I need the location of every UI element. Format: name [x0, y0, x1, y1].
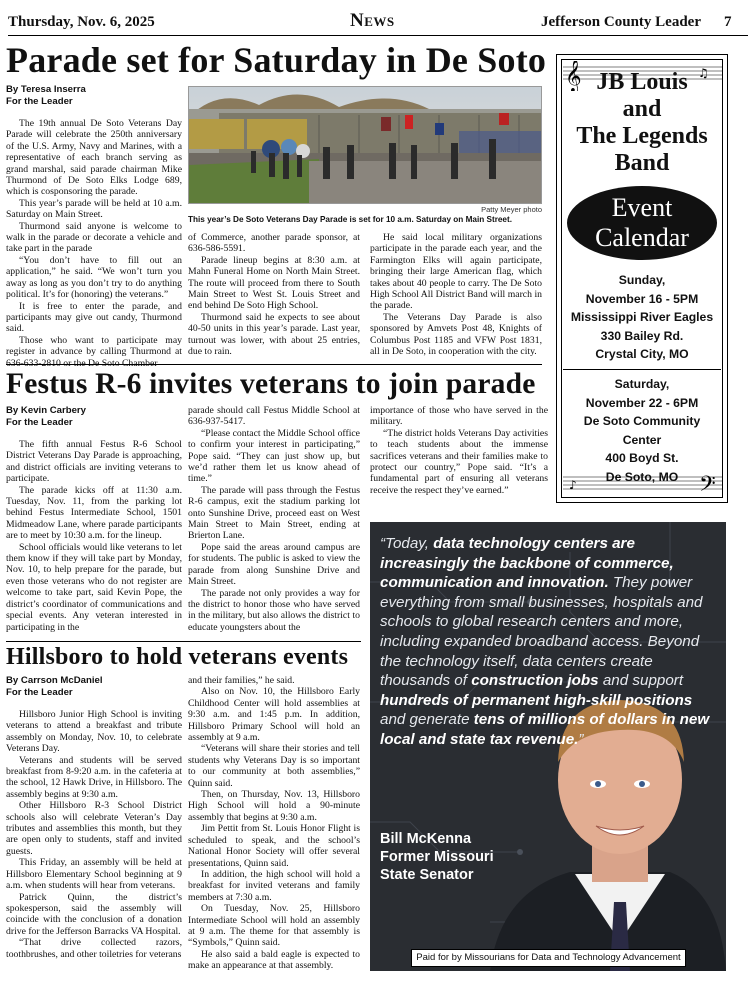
paragraph: “That drive collected razors, toothbrushes, and other toiletries for veterans [6, 937, 182, 960]
story1-col1 [6, 118, 182, 369]
paragraph: The Veterans Day Parade is also sponsored by Amvets Post 48, Knights of Columbus Post 1185 and VFW Post 1831, all in De Soto, in cooperation with the city. [370, 311, 542, 358]
section-name: News [350, 10, 395, 31]
story2-byline [6, 405, 86, 429]
band-line: and [622, 96, 662, 122]
paragraph: On Tuesday, Nov. 25, Hillsboro Intermediate School will hold an assembly at 9 a.m. The theme for that assembly is “Symbols,” Quinn said. [188, 903, 360, 949]
paragraph: It is free to enter the parade, and participants may give out candy, Thurmond said. [6, 300, 182, 335]
paragraph: “Veterans will share their stories and tell students why Veterans Day is so important to our community at both assemblies,” Quinn said. [188, 743, 360, 789]
quote-segment: “Today, [380, 535, 434, 552]
event-line: Center [622, 432, 662, 447]
event-line: Mississippi River Eagles [570, 310, 714, 324]
paragraph: The parade kicks off at 11:30 a.m. Tuesday, Nov. 11, from the parking lot behind Festus Intermediate School, 1501 Midmeadow Lane, where parade participants are to meet by 10:30 a.m. for the lineup. [6, 484, 182, 542]
story1-col2 [188, 232, 360, 357]
paragraph: He also said a bald eagle is expected to make an appearance at that assembly. [188, 948, 360, 972]
paragraph: Patrick Quinn, the district’s spokesperson, said the assembly will coincide with the conclusion of a donation drive for the Jefferson Barracks VA Hospital. [6, 891, 182, 937]
svg-text:𝄢: 𝄢 [699, 472, 716, 497]
paragraph: This Friday, an assembly will be held at Hillsboro Elementary School beginning at 9 a.m. when students will hear from veterans. [6, 857, 182, 892]
paragraph: Jim Pettit from St. Louis Honor Flight is scheduled to speak, and the school’s National Honor Society will offer several presentations, Quinn said. [188, 823, 360, 869]
music-staff-icon [563, 467, 723, 497]
speaker-role: State Senator [380, 867, 474, 883]
story2-byline-role: For the Leader [6, 417, 73, 428]
band-name [557, 69, 727, 177]
paragraph: The 19th annual De Soto Veterans Day Parade will celebrate the 250th anniversary of the U.S. Army, Navy and Marines, with a representative of each branch serving as grand marshal, said parade chairman Mike Thurmond of De Soto Elks Lodge 689, which is cosponsoring the parade. [6, 118, 182, 198]
quote-segment: ” [578, 730, 584, 748]
quote-segment: data technology centers are increasingly the backbone of commerce, communication and innovation. [380, 535, 674, 592]
paragraph: “The district holds Veterans Day activities to teach students about the immense sacrifices veterans and their families make to protect our country,” Pope said. “It’s a fundamental part of ensuring all veterans receive the respect they’ve earned.” [370, 427, 548, 496]
paragraph: Veterans and students will be served breakfast from 8-9:20 a.m. in the cafeteria at the school, 12 Hawk Drive, in Hillsboro. The assembly begins at 9:30 a.m. [6, 754, 182, 800]
paragraph: “Please contact the Middle School office to confirm your interest in participating,” Pope said. “They can just show up, but we’d rather them let us know ahead of time.” [188, 427, 360, 485]
story1-headline: Parade set for Saturday in De Soto [6, 40, 547, 80]
quote-segment: They power everything from small businesses, hospitals and schools to global research centers and more, including expanded broadband access. Beyond the technology itself, data centers create thousands of [380, 574, 703, 690]
story2-col1 [6, 439, 182, 633]
paragraph: School officials would like veterans to let them know if they will take part by Monday, Nov. 10, to help prepare for the parade, but even those veterans who do not register are welcome to take part, said Kevin Pope, the district’s coordinator of communications and special events. Any veteran interested in participating in the [6, 541, 182, 633]
page-number: 7 [724, 14, 732, 30]
event-line: Saturday, [614, 377, 670, 391]
quote-segment: and generate [380, 711, 474, 729]
svg-text:𝄞: 𝄞 [565, 61, 582, 91]
event-line: Sunday, [618, 273, 666, 287]
paragraph: Then, on Thursday, Nov. 13, Hillsboro High School will hold a 90-minute assembly that begins at 9:30 a.m. [188, 789, 360, 823]
story1-col3 [370, 232, 542, 357]
story1-byline [6, 84, 86, 108]
story3-col2 [188, 675, 360, 972]
band-line: JB Louis [596, 69, 688, 95]
paragraph: “You don’t have to fill out an application,” he said. “We won’t turn you away as long as you don’t try to do anything political. It’s for (honoring) the veterans.” [6, 254, 182, 301]
band-line: Band [614, 150, 670, 176]
speaker-info [380, 830, 494, 884]
event-line: November 16 - 5PM [585, 291, 699, 306]
paragraph: The parade not only provides a way for the district to honor those who have served in the military, but also allows the district to educate youngsters about the [188, 587, 360, 633]
event-line: 400 Boyd St. [605, 451, 679, 465]
paragraph: Other Hillsboro R-3 School District schools also will celebrate Veteran’s Day tributes and assemblies this month, but they are open only to students, staff and invited guests. [6, 800, 182, 857]
story2-col2 [188, 405, 360, 633]
paragraph: Thurmond said anyone is welcome to walk in the parade or decorate a vehicle and take part in the parade [6, 220, 182, 255]
event-line: De Soto, MO [605, 469, 679, 484]
event-divider [563, 369, 721, 370]
paragraph: parade should call Festus Middle School at 636-937-5417. [188, 405, 360, 428]
story2-byline-name: By Kevin Carbery [6, 405, 86, 416]
story3-byline [6, 675, 103, 699]
story3-col1 [6, 709, 182, 960]
photo-credit: Patty Meyer photo [481, 205, 542, 214]
event-line: November 22 - 6PM [585, 395, 699, 410]
quote-segment: tens of millions of dollars in new local and state tax revenue. [380, 711, 710, 748]
paragraph: Thurmond said he expects to see about 40-50 units in this year’s parade. Last year, turnout was lower, with about 25 entries, due to rain. [188, 311, 360, 358]
event-line: Crystal City, MO [595, 347, 689, 361]
paragraph: Hillsboro Junior High School is inviting veterans to attend a breakfast and tribute assembly on Monday, Nov. 10, to celebrate Veterans Day. [6, 709, 182, 755]
story1-byline-name: By Teresa Inserra [6, 84, 86, 95]
quote-segment: hundreds of permanent high-skill positions [380, 691, 693, 709]
speaker-role: Former Missouri [380, 849, 494, 865]
paragraph: Also on Nov. 10, the Hillsboro Early Childhood Center will hold assemblies at 9:30 a.m. and 1:45 p.m. In addition, Hillsboro Primary School will hold an assembly at 9 a.m. [188, 686, 360, 744]
parade-photo [188, 86, 542, 204]
paragraph: importance of those who have served in the military. [370, 405, 548, 428]
data-center-ad [370, 522, 726, 971]
story2-col3 [370, 405, 548, 496]
event-line: De Soto Community [583, 414, 701, 428]
event-1 [557, 271, 727, 364]
quote-segment: construction jobs [471, 672, 599, 690]
story2-headline: Festus R-6 invites veterans to join parade [6, 368, 536, 400]
paragraph: He said local military organizations participate in the parade each year, and the Farmington Elks will again participate, bringing their large American flag, which takes about 40 people to carry. The De Soto High School All District Band will march in the parade. [370, 232, 542, 312]
quote-segment: and support [598, 672, 684, 690]
event-calendar-ad [556, 54, 728, 503]
divider [6, 364, 542, 365]
title-line: Calendar [595, 223, 689, 252]
band-line: The Legends [576, 123, 708, 149]
paragraph: This year’s parade will be held at 10 a.m. Saturday on Main Street. [6, 197, 182, 221]
paragraph: The fifth annual Festus R-6 School District Veterans Day Parade is approaching, and district officials are inviting veterans to participate. [6, 439, 182, 485]
paragraph: The parade will pass through the Festus R-6 campus, exit the stadium parking lot onto Sunshine Drive, proceed east on West Main Street to Main Street, ending at Brierton Lane. [188, 484, 360, 542]
story1-byline-role: For the Leader [6, 96, 73, 107]
paragraph: Pope said the areas around campus are for students. The public is asked to view the parade from along Sunshine Drive and Main Street. [188, 541, 360, 588]
svg-text:♫: ♫ [698, 66, 709, 80]
svg-text:♪: ♪ [569, 478, 577, 492]
photo-caption: This year’s De Soto Veterans Day Parade is set for 10 a.m. Saturday on Main Street. [188, 215, 512, 224]
quote-text [380, 534, 720, 750]
event-line: 330 Bailey Rd. [600, 328, 684, 343]
paragraph: of Commerce, another parade sponsor, at 636-586-5591. [188, 232, 360, 255]
paragraph: Parade lineup begins at 8:30 a.m. at Mahn Funeral Home on North Main Street. The route will proceed from there to South Main Street to West St. Louis Street and end behind De Soto High School. [188, 254, 360, 312]
issue-date: Thursday, Nov. 6, 2025 [8, 14, 155, 30]
story3-byline-name: By Carrson McDaniel [6, 675, 103, 686]
speaker-name: Bill McKenna [380, 831, 472, 847]
story3-headline: Hillsboro to hold veterans events [6, 644, 349, 670]
story3-byline-role: For the Leader [6, 687, 73, 698]
event-calendar-title [567, 186, 717, 260]
title-line: Event [611, 193, 673, 222]
paragraph: Those who want to participate may register in advance by calling Thurmond at [6, 334, 182, 358]
paragraph: In addition, the high school will hold a breakfast for invited veterans and family members at 7:30 a.m. [188, 868, 360, 903]
divider [6, 641, 361, 642]
paragraph: and their families,” he said. [188, 675, 295, 686]
paid-for-disclaimer: Paid for by Missourians for Data and Technology Advancement [411, 949, 686, 967]
paper-name: Jefferson County Leader [541, 14, 701, 30]
masthead [8, 10, 748, 36]
